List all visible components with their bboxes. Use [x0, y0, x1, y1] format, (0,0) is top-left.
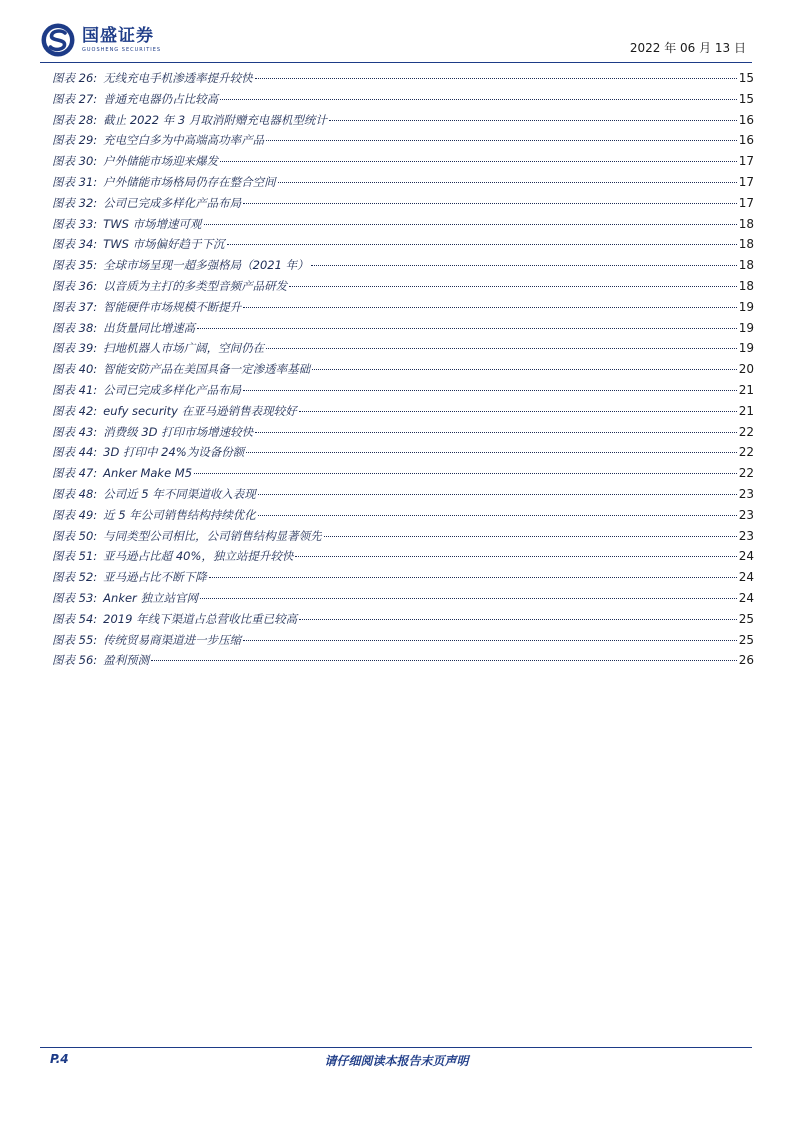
toc-entry-page: 16	[738, 112, 754, 127]
toc-dot-leader	[278, 182, 737, 183]
toc-entry-title: 充电空白多为中高端高功率产品	[103, 133, 265, 148]
toc-entry-page: 26	[738, 653, 754, 668]
toc-entry[interactable]	[52, 278, 754, 299]
page-header	[40, 22, 752, 62]
toc-entry-label: 图表 50:	[52, 528, 98, 543]
toc-entry-page: 22	[738, 466, 754, 481]
toc-entry[interactable]	[52, 444, 754, 465]
toc-entry-title: 公司近 5 年不同渠道收入表现	[103, 486, 256, 501]
toc-entry-label: 图表 43:	[52, 424, 98, 439]
toc-entry[interactable]	[52, 632, 754, 653]
toc-entry-label: 图表 42:	[52, 403, 98, 418]
toc-entry[interactable]	[52, 112, 754, 133]
toc-entry-title: 盈利预测	[103, 653, 150, 668]
toc-entry[interactable]	[52, 216, 754, 237]
guosheng-logo-icon	[40, 22, 76, 58]
toc-dot-leader	[255, 78, 737, 79]
toc-entry-page: 19	[738, 320, 754, 335]
toc-dot-leader	[329, 120, 737, 121]
toc-dot-leader	[220, 99, 737, 100]
toc-entry-page: 23	[738, 507, 754, 522]
toc-dot-leader	[258, 515, 737, 516]
toc-dot-leader	[246, 452, 737, 453]
toc-entry-page: 18	[738, 216, 754, 231]
toc-entry-label: 图表 35:	[52, 258, 98, 273]
toc-entry[interactable]	[52, 465, 754, 486]
toc-entry-label: 图表 30:	[52, 154, 98, 169]
toc-dot-leader	[255, 432, 737, 433]
toc-entry-title: 亚马逊占比超 40%，独立站提升较快	[103, 549, 294, 564]
toc-entry-title: 3D 打印中 24%为设备份额	[103, 445, 245, 460]
toc-dot-leader	[266, 348, 737, 349]
toc-entry-label: 图表 47:	[52, 466, 98, 481]
toc-entry[interactable]	[52, 424, 754, 445]
toc-entry-page: 22	[738, 424, 754, 439]
toc-entry-title: TWS 市场增速可观	[103, 216, 202, 231]
toc-entry-page: 17	[738, 154, 754, 169]
toc-entry-label: 图表 39:	[52, 341, 98, 356]
toc-entry[interactable]	[52, 236, 754, 257]
toc-entry[interactable]	[52, 611, 754, 632]
toc-entry-page: 15	[738, 71, 754, 85]
toc-entry-title: 2019 年线下渠道占总营收比重已较高	[103, 611, 298, 626]
toc-entry-page: 23	[738, 486, 754, 501]
toc-entry-page: 15	[738, 91, 754, 106]
toc-entry-page: 24	[738, 590, 754, 605]
toc-entry-page: 19	[738, 341, 754, 356]
toc-dot-leader	[243, 390, 737, 391]
toc-entry-label: 图表 37:	[52, 299, 98, 314]
toc-entry-label: 图表 38:	[52, 320, 98, 335]
toc-dot-leader	[312, 369, 737, 370]
toc-entry-page: 20	[738, 362, 754, 377]
toc-entry-label: 图表 32:	[52, 195, 98, 210]
toc-entry-page: 24	[738, 549, 754, 564]
toc-entry-page: 17	[738, 195, 754, 210]
toc-entry-label: 图表 48:	[52, 486, 98, 501]
figure-list	[52, 70, 754, 673]
toc-entry[interactable]	[52, 320, 754, 341]
toc-dot-leader	[204, 224, 737, 225]
toc-dot-leader	[194, 473, 737, 474]
toc-entry-label: 图表 54:	[52, 611, 98, 626]
toc-entry[interactable]	[52, 299, 754, 320]
toc-entry-title: TWS 市场偏好趋于下沉	[103, 237, 225, 252]
toc-dot-leader	[324, 536, 737, 537]
toc-dot-leader	[311, 265, 737, 266]
toc-entry-page: 16	[738, 133, 754, 148]
toc-entry-page: 24	[738, 570, 754, 585]
toc-entry-title: 普通充电器仍占比较高	[103, 91, 219, 106]
toc-entry-title: 亚马逊占比不断下降	[103, 570, 207, 585]
toc-entry-page: 23	[738, 528, 754, 543]
toc-entry-label: 图表 33:	[52, 216, 98, 231]
toc-entry-label: 图表 53:	[52, 590, 98, 605]
toc-dot-leader	[289, 286, 737, 287]
toc-dot-leader	[299, 619, 737, 620]
toc-entry-title: 截止 2022 年 3 月取消附赠充电器机型统计	[103, 112, 327, 127]
toc-dot-leader	[299, 411, 737, 412]
toc-entry-page: 22	[738, 445, 754, 460]
toc-entry-title: 以音质为主打的多类型音频产品研发	[103, 278, 288, 293]
logo-english-name: GUOSHENG SECURITIES	[82, 46, 162, 53]
toc-entry-title: 全球市场呈现一超多强格局（2021 年）	[103, 258, 309, 273]
toc-entry-label: 图表 31:	[52, 174, 98, 189]
toc-dot-leader	[243, 640, 737, 641]
toc-entry-page: 21	[738, 403, 754, 418]
toc-dot-leader	[209, 577, 737, 578]
toc-entry-page: 21	[738, 382, 754, 397]
toc-dot-leader	[197, 328, 737, 329]
toc-entry-page: 18	[738, 278, 754, 293]
toc-entry-page: 18	[738, 258, 754, 273]
toc-entry[interactable]	[52, 174, 754, 195]
toc-entry-title: 智能硬件市场规模不断提升	[103, 299, 242, 314]
toc-entry-label: 图表 26:	[52, 71, 98, 85]
toc-entry[interactable]	[52, 548, 754, 569]
toc-entry-title: 消费级 3D 打印市场增速较快	[103, 424, 254, 439]
toc-entry-label: 图表 55:	[52, 632, 98, 647]
toc-entry[interactable]	[52, 257, 754, 278]
report-date: 2022 年 06 月 13 日	[629, 41, 746, 55]
toc-entry[interactable]	[52, 528, 754, 549]
toc-entry[interactable]	[52, 507, 754, 528]
toc-entry-label: 图表 51:	[52, 549, 98, 564]
toc-entry-label: 图表 56:	[52, 653, 98, 668]
footer-divider	[40, 1047, 752, 1048]
toc-entry[interactable]	[52, 195, 754, 216]
toc-entry-title: eufy security 在亚马逊销售表现较好	[103, 403, 297, 418]
toc-entry-page: 25	[738, 611, 754, 626]
page-number: P.4	[50, 1052, 69, 1066]
toc-entry[interactable]	[52, 569, 754, 590]
toc-entry-label: 图表 34:	[52, 237, 98, 252]
toc-entry[interactable]	[52, 91, 754, 112]
toc-entry-label: 图表 27:	[52, 91, 98, 106]
company-logo	[40, 22, 161, 58]
toc-entry[interactable]	[52, 486, 754, 507]
toc-entry-title: 户外储能市场迎来爆发	[103, 154, 219, 169]
toc-entry-title: 户外储能市场格局仍存在整合空间	[103, 174, 276, 189]
toc-entry-label: 图表 29:	[52, 133, 98, 148]
toc-entry-label: 图表 49:	[52, 507, 98, 522]
toc-entry-title: 传统贸易商渠道进一步压缩	[103, 632, 242, 647]
toc-entry-title: 近 5 年公司销售结构持续优化	[103, 507, 256, 522]
toc-entry-page: 18	[738, 237, 754, 252]
toc-dot-leader	[227, 244, 737, 245]
toc-entry-title: 出货量同比增速高	[103, 320, 196, 335]
toc-entry-title: Anker 独立站官网	[103, 590, 198, 605]
header-divider	[40, 62, 752, 63]
toc-dot-leader	[243, 307, 737, 308]
toc-dot-leader	[151, 660, 737, 661]
toc-entry[interactable]	[52, 652, 754, 673]
toc-entry[interactable]	[52, 382, 754, 403]
toc-dot-leader	[243, 203, 737, 204]
toc-dot-leader	[295, 556, 736, 557]
toc-entry-label: 图表 28:	[52, 112, 98, 127]
toc-entry-label: 图表 36:	[52, 278, 98, 293]
logo-chinese-name: 国盛证券	[82, 25, 154, 46]
toc-entry-label: 图表 52:	[52, 570, 98, 585]
toc-entry-label: 图表 44:	[52, 445, 98, 460]
toc-entry[interactable]	[52, 340, 754, 361]
toc-entry-page: 17	[738, 174, 754, 189]
toc-entry[interactable]	[52, 132, 754, 153]
toc-entry-label: 图表 40:	[52, 362, 98, 377]
toc-entry-label: 图表 41:	[52, 382, 98, 397]
toc-dot-leader	[258, 494, 737, 495]
toc-entry-title: Anker Make M5	[103, 466, 193, 481]
toc-entry-title: 公司已完成多样化产品布局	[103, 382, 242, 397]
toc-entry-page: 25	[738, 632, 754, 647]
toc-entry-title: 扫地机器人市场广阔，空间仍在	[103, 341, 265, 356]
toc-dot-leader	[220, 161, 737, 162]
toc-entry-title: 智能安防产品在美国具备一定渗透率基础	[103, 362, 311, 377]
toc-entry[interactable]	[52, 403, 754, 424]
toc-entry-title: 与同类型公司相比，公司销售结构显著领先	[103, 528, 322, 543]
toc-entry[interactable]	[52, 70, 754, 91]
toc-entry-title: 无线充电手机渗透率提升较快	[103, 71, 253, 85]
toc-entry[interactable]	[52, 153, 754, 174]
toc-entry[interactable]	[52, 590, 754, 611]
toc-entry-title: 公司已完成多样化产品布局	[103, 195, 242, 210]
toc-dot-leader	[200, 598, 737, 599]
disclaimer-note: 请仔细阅读本报告末页声明	[324, 1054, 469, 1068]
toc-entry[interactable]	[52, 361, 754, 382]
toc-entry-page: 19	[738, 299, 754, 314]
toc-dot-leader	[266, 140, 737, 141]
